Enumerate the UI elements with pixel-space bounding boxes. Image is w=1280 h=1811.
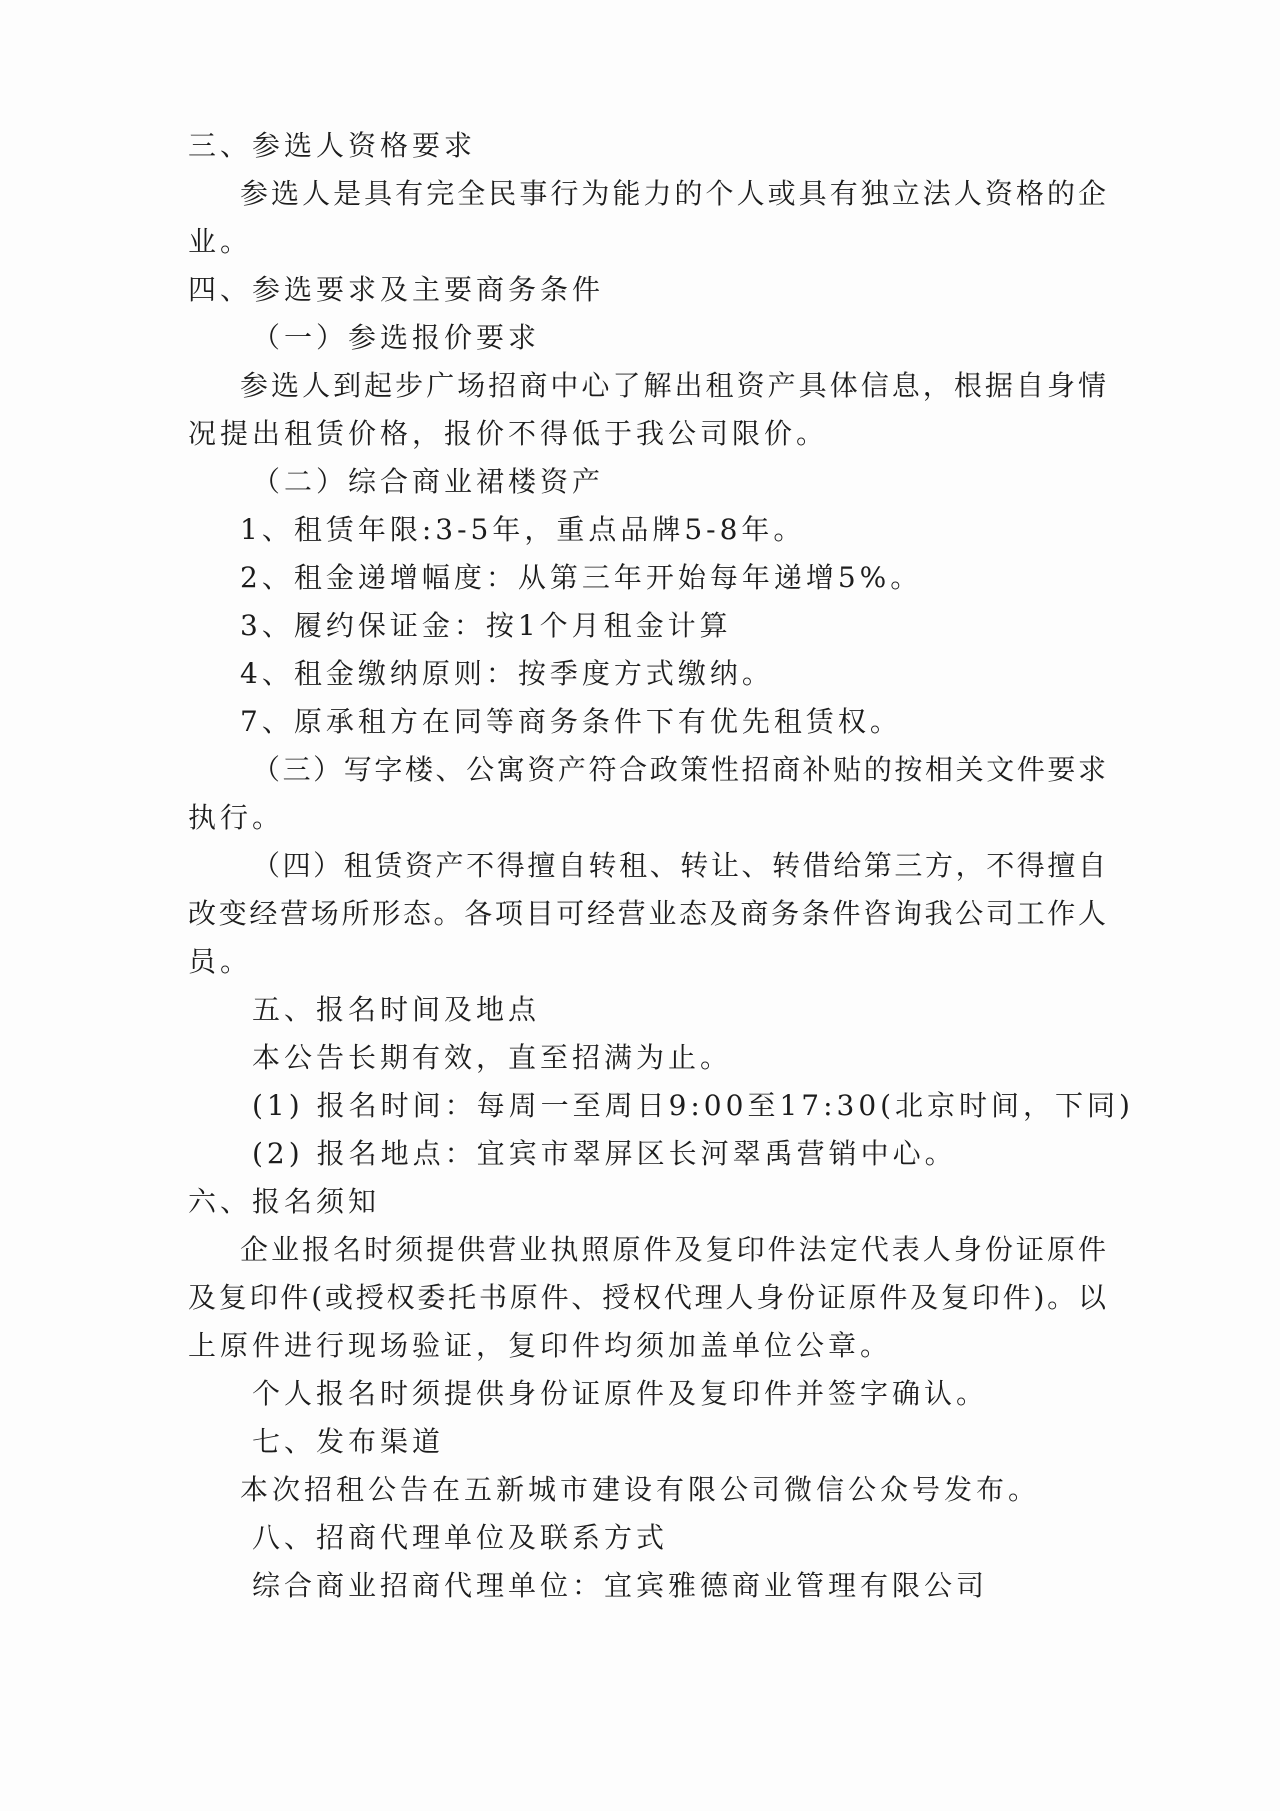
subheading-1: （一）参选报价要求 (252, 321, 541, 354)
paragraph-line: 企业报名时须提供营业执照原件及复印件法定代表人身份证原件 (240, 1233, 1108, 1266)
list-item: 7、原承租方在同等商务条件下有优先租赁权。 (240, 705, 902, 738)
heading-section-8: 八、招商代理单位及联系方式 (252, 1521, 669, 1554)
paragraph-line: 及复印件(或授权委托书原件、授权代理人身份证原件及复印件)。以 (188, 1281, 1108, 1314)
subheading-3: （三）写字楼、公寓资产符合政策性招商补贴的按相关文件要求 (252, 753, 1108, 786)
paragraph-line: 上原件进行现场验证，复印件均须加盖单位公章。 (188, 1329, 893, 1362)
paragraph-line: 综合商业招商代理单位：宜宾雅德商业管理有限公司 (252, 1569, 989, 1602)
list-item: 4、租金缴纳原则：按季度方式缴纳。 (240, 657, 774, 690)
list-item: (1) 报名时间：每周一至周日9:00至17:30(北京时间，下同) (252, 1089, 1134, 1122)
subheading-4: （四）租赁资产不得擅自转租、转让、转借给第三方，不得擅自 (252, 849, 1108, 882)
paragraph-line: 执行。 (188, 801, 285, 834)
heading-section-5: 五、报名时间及地点 (252, 993, 541, 1026)
heading-section-7: 七、发布渠道 (252, 1425, 445, 1458)
paragraph-line: 本次招租公告在五新城市建设有限公司微信公众号发布。 (240, 1473, 1041, 1506)
paragraph-line: 业。 (188, 225, 253, 258)
list-item: (2) 报名地点：宜宾市翠屏区长河翠禹营销中心。 (252, 1137, 957, 1170)
paragraph-line: 参选人是具有完全民事行为能力的个人或具有独立法人资格的企 (240, 177, 1108, 210)
list-item: 2、租金递增幅度：从第三年开始每年递增5%。 (240, 561, 923, 594)
paragraph-line: 改变经营场所形态。各项目可经营业态及商务条件咨询我公司工作人 (188, 897, 1108, 930)
paragraph-line: 况提出租赁价格，报价不得低于我公司限价。 (188, 417, 829, 450)
list-item: 1、租赁年限:3-5年，重点品牌5-8年。 (240, 513, 806, 546)
list-item: 3、履约保证金：按1个月租金计算 (240, 609, 732, 642)
paragraph-line: 员。 (188, 945, 253, 978)
paragraph-line: 本公告长期有效，直至招满为止。 (252, 1041, 733, 1074)
subheading-2: （二）综合商业裙楼资产 (252, 465, 605, 498)
paragraph-line: 个人报名时须提供身份证原件及复印件并签字确认。 (252, 1377, 989, 1410)
heading-section-3: 三、参选人资格要求 (188, 129, 477, 162)
heading-section-4: 四、参选要求及主要商务条件 (188, 273, 605, 306)
heading-section-6: 六、报名须知 (188, 1185, 381, 1218)
paragraph-line: 参选人到起步广场招商中心了解出租资产具体信息，根据自身情 (240, 369, 1108, 402)
